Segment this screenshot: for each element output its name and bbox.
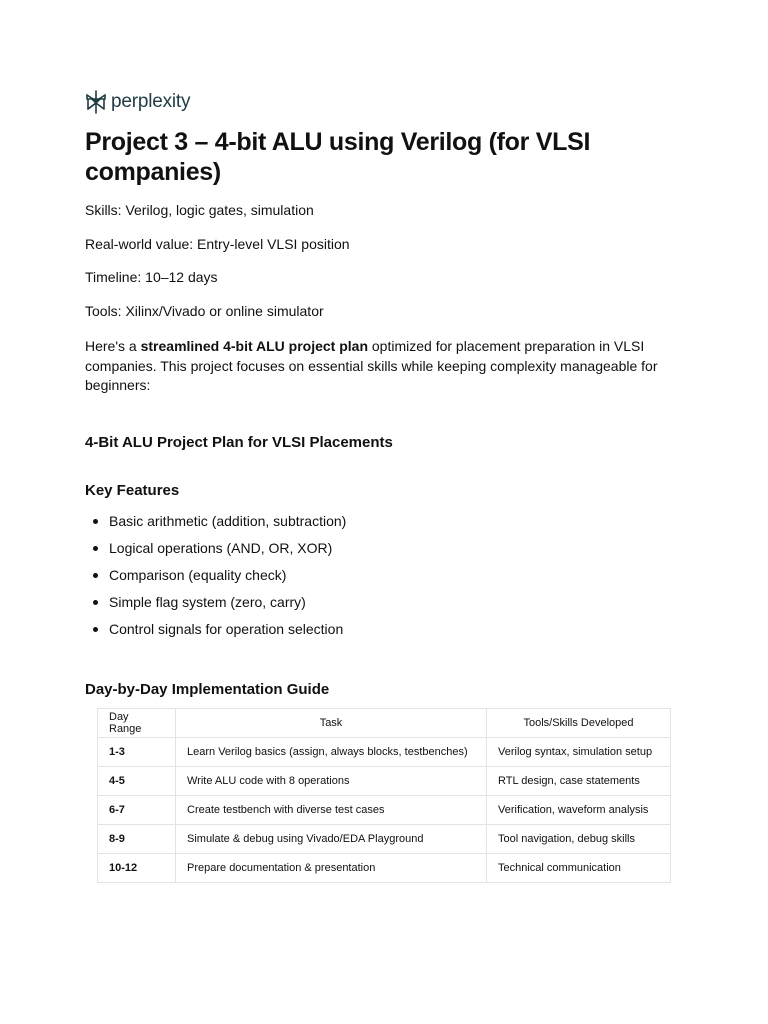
column-header-day-range: Day Range — [98, 709, 176, 738]
cell-task: Prepare documentation & presentation — [176, 854, 487, 883]
intro-text-before: Here's a — [85, 338, 141, 354]
cell-tools: Technical communication — [487, 854, 671, 883]
cell-tools: Verilog syntax, simulation setup — [487, 738, 671, 767]
cell-task: Learn Verilog basics (assign, always blocks, testbenches) — [176, 738, 487, 767]
guide-heading: Day-by-Day Implementation Guide — [85, 681, 330, 698]
value-line: Real-world value: Entry-level VLSI position — [85, 236, 350, 252]
cell-day-range: 8-9 — [98, 825, 176, 854]
table-row — [98, 825, 671, 854]
table-row — [98, 796, 671, 825]
cell-day-range: 6-7 — [98, 796, 176, 825]
perplexity-logo-icon — [85, 90, 107, 114]
table-row — [98, 738, 671, 767]
intro-bold-text: streamlined 4-bit ALU project plan — [140, 338, 368, 354]
intro-text-after: optimized for placement preparation in VLSI companies. This project focuses on essential skills while keeping complexity manageable for beginners: — [85, 338, 658, 393]
cell-tools: Verification, waveform analysis — [487, 796, 671, 825]
features-list — [85, 512, 346, 647]
cell-task: Create testbench with diverse test cases — [176, 796, 487, 825]
brand-logo — [85, 90, 190, 114]
plan-heading: 4-Bit ALU Project Plan for VLSI Placements — [85, 434, 393, 451]
cell-tools: RTL design, case statements — [487, 767, 671, 796]
features-heading: Key Features — [85, 482, 180, 499]
page-title: Project 3 – 4-bit ALU using Verilog (for VLSI companies) — [85, 128, 591, 186]
list-item: Simple flag system (zero, carry) — [85, 593, 346, 620]
skills-line: Skills: Verilog, logic gates, simulation — [85, 202, 314, 218]
cell-day-range: 10-12 — [98, 854, 176, 883]
cell-task: Write ALU code with 8 operations — [176, 767, 487, 796]
brand-name: perplexity — [111, 91, 191, 112]
table-row — [98, 854, 671, 883]
list-item: Basic arithmetic (addition, subtraction) — [85, 512, 346, 539]
list-item: Comparison (equality check) — [85, 566, 346, 593]
table-row — [98, 767, 671, 796]
list-item: Control signals for operation selection — [85, 620, 346, 647]
cell-day-range: 4-5 — [98, 767, 176, 796]
column-header-tools: Tools/Skills Developed — [487, 709, 671, 738]
cell-task: Simulate & debug using Vivado/EDA Playground — [176, 825, 487, 854]
column-header-task: Task — [176, 709, 487, 738]
list-item: Logical operations (AND, OR, XOR) — [85, 539, 346, 566]
tools-line: Tools: Xilinx/Vivado or online simulator — [85, 303, 324, 319]
cell-day-range: 1-3 — [98, 738, 176, 767]
implementation-table — [97, 708, 671, 883]
intro-paragraph — [85, 337, 665, 396]
cell-tools: Tool navigation, debug skills — [487, 825, 671, 854]
timeline-line: Timeline: 10–12 days — [85, 269, 218, 285]
table-header-row — [98, 709, 671, 738]
